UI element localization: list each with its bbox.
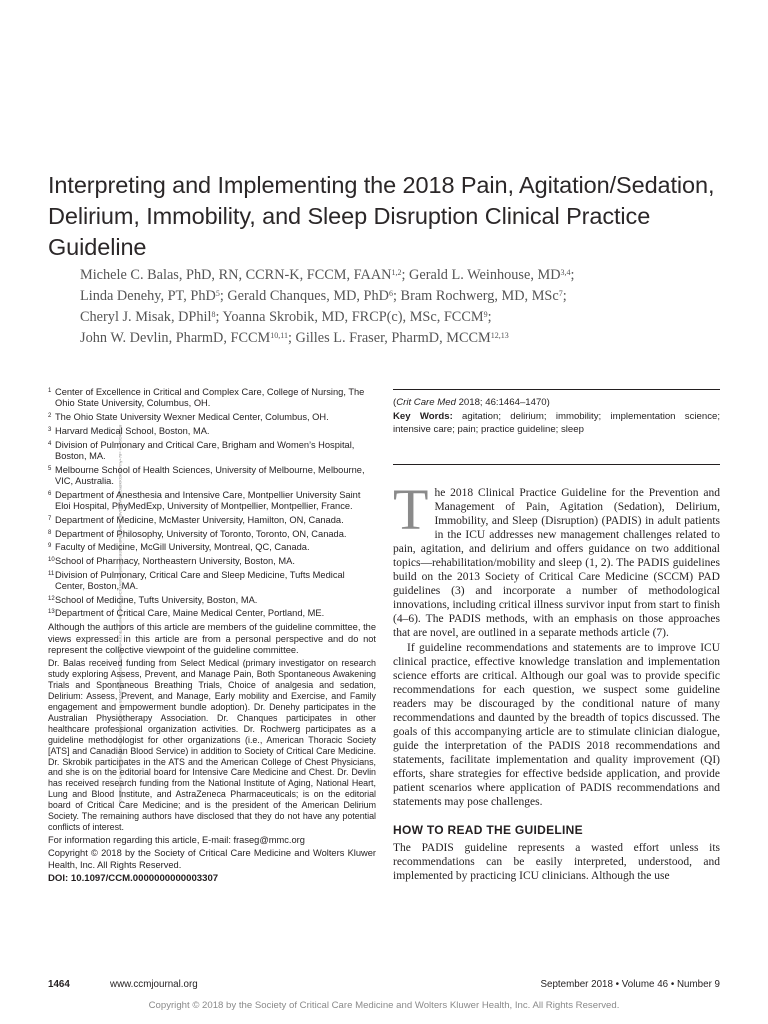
affiliation-item <box>48 426 376 437</box>
author-name: ; Gerald Chanques, MD, PhD <box>219 288 389 304</box>
affiliation-item <box>48 556 376 567</box>
affiliation-number: 6 <box>48 490 52 497</box>
doi: DOI: 10.1097/CCM.0000000000003307 <box>48 873 219 885</box>
citation-box <box>393 389 720 437</box>
affiliation-number: 2 <box>48 413 52 420</box>
affiliation-item <box>48 542 376 553</box>
author-name: ; <box>562 288 567 304</box>
author-name: Michele C. Balas, PhD, RN, CCRN-K, FCCM, FAAN <box>80 267 392 283</box>
affiliation-text: Department of Philosophy, University of Toronto, Toronto, ON, Canada. <box>55 528 347 539</box>
body-text <box>393 477 720 883</box>
views-note: Although the authors of this article are members of the guideline committee, the views expressed in this article are from a personal perspective and do not represent the collective viewpoint of the guideline committee. <box>48 622 376 655</box>
journal-name: Crit Care Med <box>396 397 456 408</box>
affiliation-number: 10 <box>48 556 55 563</box>
author-name: Cheryl J. Misak, DPhil <box>80 309 212 325</box>
author-name: ; <box>487 309 492 325</box>
affiliation-number: 12 <box>48 595 55 602</box>
affiliation-text: Harvard Medical School, Boston, MA. <box>55 425 210 436</box>
contact-note: For information regarding this article, E-mail: fraseg@mmc.org <box>48 834 305 845</box>
affiliation-text: School of Medicine, Tufts University, Boston, MA. <box>55 594 258 605</box>
affiliation-text: Department of Medicine, McMaster University, Hamilton, ON, Canada. <box>55 514 344 525</box>
affiliation-item <box>48 440 376 463</box>
affiliation-text: The Ohio State University Wexner Medical Center, Columbus, OH. <box>55 412 329 423</box>
key-words-text: agitation; delirium; immobility; implementation science; intensive care; pain; practice guideline; sleep <box>393 410 720 435</box>
author-line <box>80 307 740 328</box>
affiliation-item <box>48 465 376 488</box>
affiliation-list <box>48 387 376 620</box>
page-number: 1464 <box>48 979 70 990</box>
affiliation-text: School of Pharmacy, Northeastern University, Boston, MA. <box>55 555 295 566</box>
copyright-note: Copyright © 2018 by the Society of Critical Care Medicine and Wolters Kluwer Health, Inc. All Rights Reserved. <box>48 848 376 870</box>
affiliation-number: 11 <box>48 570 55 577</box>
author-affiliation-mark: 9 <box>483 310 488 319</box>
author-name: ; Yoanna Skrobik, MD, FRCP(c), MSc, FCCM <box>215 309 484 325</box>
author-name: ; <box>570 267 575 283</box>
paragraph-goals: If guideline recommendations and statements are to improve ICU clinical practice, effective knowledge translation and implementation science efforts are critical. Although our goal was to provide specific recommendations for each question, we suspect some guideline readers may be discouraged by the conditional nature of many recommendations and daunted by the breadth of topics discussed. The goals of this accompanying article are to stimulate clinician dialogue, guide the interpretation of the PADIS 2018 recommendations and statements, facilitate implementation and quality improvement (QI) efforts, share strategies for effective bedside application, and provide patient scenarios where application of PADIS recommendations and statements may pose challenges. <box>393 641 720 809</box>
key-words-label: Key Words: <box>393 410 453 422</box>
affiliation-text: Division of Pulmonary and Critical Care, Brigham and Women’s Hospital, Boston, MA. <box>55 439 355 461</box>
author-affiliation-mark: 10,11 <box>270 331 288 340</box>
affiliation-number: 13 <box>48 609 55 616</box>
affiliation-number: 5 <box>48 465 52 472</box>
affiliation-number: 7 <box>48 515 52 522</box>
author-affiliation-mark: 1,2 <box>391 268 402 277</box>
affiliations-column <box>48 387 376 887</box>
author-line <box>80 328 740 349</box>
affiliation-item <box>48 387 376 410</box>
affiliation-number: 4 <box>48 440 52 447</box>
drop-cap: T <box>393 477 429 542</box>
author-affiliation-mark: 5 <box>215 289 220 298</box>
author-affiliation-mark: 8 <box>211 310 216 319</box>
author-name: ; Gerald L. Weinhouse, MD <box>401 267 561 283</box>
affiliation-item <box>48 608 376 619</box>
affiliation-number: 1 <box>48 388 52 394</box>
paragraph-intro: The 2018 Clinical Practice Guideline for the Prevention and Management of Pain, Agitation (Sedation), Delirium, Immobility, and Sleep (Disruption) (PADIS) in adult patients in the ICU addresses new management challenges related to pain, agitation, and delirium and offers guidance on two additional topics—rehabilitation/mobility and sleep (1, 2). The PADIS guidelines build on the 2013 Society of Critical Care Medicine (SCCM) PAD guidelines (3) and incorporate a number of methodological innovations, including critical illness survivor input from start to finish (4–6). The PADIS methods, with an emphasis on those approaches that are novel, are outlined in a separate methods article (7). <box>393 477 720 640</box>
section-heading: HOW TO READ THE GUIDELINE <box>393 823 583 838</box>
affiliation-text: Division of Pulmonary, Critical Care and Sleep Medicine, Tufts Medical Center, Boston, MA. <box>55 569 345 592</box>
disclosure-note: Dr. Balas received funding from Select Medical (primary investigator on research study exploring Assess, Prevent, and Manage Pain, Both Spontaneous Awakening Trials and Spontaneous Breathing Trials, Choice of analgesia and sedation, Delirium: Assess, Prevent, and Manage, Early mobility and Exercise, and Family engagement and empowerment bundle adoption). Dr. Denehy participates in the Australian Physiotherapy Association. Dr. Chanques participates in other healthcare professional organization activities. Dr. Rochwerg participates as a guideline methodologist for other organizations (i.e., American Thoracic Society [ATS] and Canadian Blood Service) in addition to Society of Critical Care Medicine. Dr. Skrobik participates in the ATS and the American College of Chest Physicians, and she is on the editorial board for Intensive Care Medicine and Chest. Dr. Devlin has received research funding from the National Institute of Aging, National Heart, Lung and Blood Institute, and AstraZeneca Pharmaceuticals; is on the editorial board of Critical Care Medicine; and is the president of the American Delirium Society. The remaining authors have disclosed that they do not have any potential conflicts of interest. <box>48 658 376 832</box>
author-name: Linda Denehy, PT, PhD <box>80 288 216 304</box>
author-affiliation-mark: 7 <box>558 289 563 298</box>
citation-divider <box>393 464 720 465</box>
author-affiliation-mark: 3,4 <box>560 268 571 277</box>
affiliation-number: 3 <box>48 426 52 433</box>
citation-line: (Crit Care Med 2018; 46:1464–1470) <box>393 397 550 408</box>
journal-website: www.ccmjournal.org <box>110 979 198 990</box>
article-title: Interpreting and Implementing the 2018 Pain, Agitation/Sedation, Delirium, Immobility, and Sleep Disruption Clinical Practice Guideline <box>48 171 715 260</box>
affiliation-text: Department of Anesthesia and Intensive Care, Montpellier University Saint Eloi Hospital, PhyMedExp, University of Montpellier, Montpellier, France. <box>55 489 361 512</box>
author-name: ; Gilles L. Fraser, PharmD, MCCM <box>287 330 491 346</box>
paragraph-how-to-read: The PADIS guideline represents a wasted effort unless its recommendations can be easily interpreted, understood, and implemented by practicing ICU clinicians. Although the use <box>393 842 720 883</box>
affiliation-item <box>48 490 376 513</box>
author-list <box>80 265 740 349</box>
key-words <box>393 410 720 437</box>
page-copyright: Copyright © 2018 by the Society of Critical Care Medicine and Wolters Kluwer Health, Inc. All Rights Reserved. <box>148 1000 620 1011</box>
affiliation-item <box>48 412 376 423</box>
affiliation-text: Center of Excellence in Critical and Complex Care, College of Nursing, The Ohio State University, Columbus, OH. <box>55 387 365 409</box>
affiliation-item <box>48 570 376 593</box>
author-line <box>80 265 740 286</box>
download-watermark: Downloaded from http://journals.lww.com/ccmjournal by BhDMf5ePHKav1zEoum1tQfN4a+kJLhEZgbsIHo4XMi0hCywCX1AWnYQp/IlQrHD3i3D0OdRyi7TvSFl4Cf3VC4/OAVpDDa8KKGKV0Ymy+78= on 05/24/2018 <box>117 424 123 803</box>
affiliation-number: 9 <box>48 543 52 550</box>
author-affiliation-mark: 6 <box>388 289 393 298</box>
affiliation-text: Melbourne School of Health Sciences, University of Melbourne, Melbourne, VIC, Australia. <box>55 464 365 487</box>
affiliation-number: 8 <box>48 529 52 536</box>
affiliation-item <box>48 529 376 540</box>
page-footer <box>48 979 720 993</box>
citation-details: 2018; 46:1464–1470) <box>455 397 550 408</box>
affiliation-text: Faculty of Medicine, McGill University, Montreal, QC, Canada. <box>55 542 310 553</box>
author-name: John W. Devlin, PharmD, FCCM <box>80 330 271 346</box>
affiliation-item <box>48 515 376 526</box>
affiliation-item <box>48 595 376 606</box>
author-line <box>80 286 740 307</box>
author-affiliation-mark: 12,13 <box>490 331 509 340</box>
affiliation-text: Department of Critical Care, Maine Medical Center, Portland, ME. <box>55 608 325 619</box>
author-name: ; Bram Rochwerg, MD, MSc <box>392 288 559 304</box>
issue-info: September 2018 • Volume 46 • Number 9 <box>540 979 720 990</box>
